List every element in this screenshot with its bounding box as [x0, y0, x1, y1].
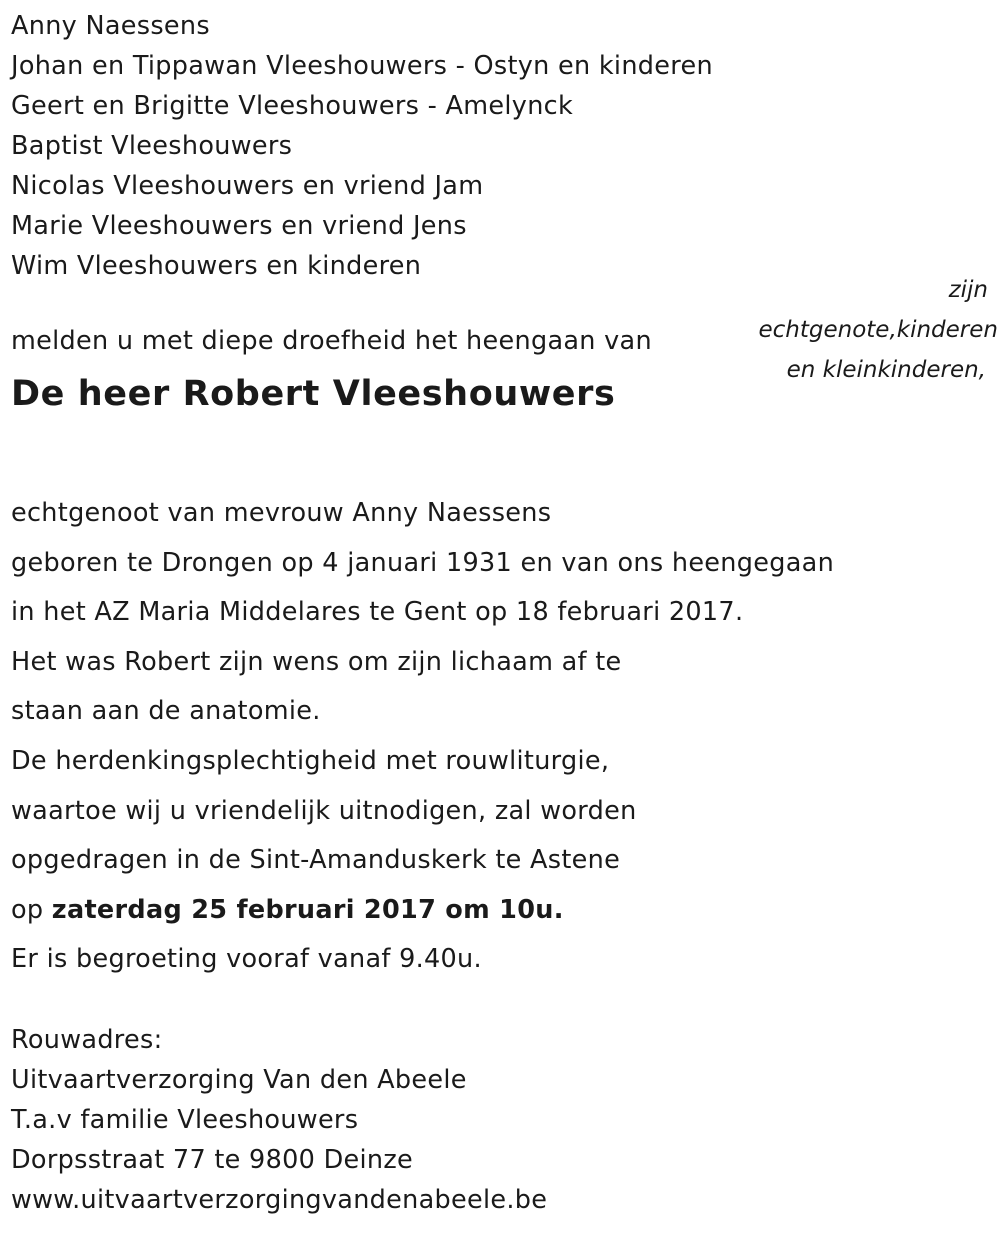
obituary-details	[11, 489, 834, 985]
detail-line: staan aan de anatomie.	[11, 696, 321, 727]
announcement-text: melden u met diepe droefheid het heengaan van	[11, 326, 652, 356]
address-line: Uitvaartverzorging Van den Abeele	[11, 1065, 467, 1095]
detail-line: De herdenkingsplechtigheid met rouwliturgie,	[11, 745, 610, 776]
family-member: Nicolas Vleeshouwers en vriend Jam	[11, 171, 484, 201]
ceremony-date: zaterdag 25 februari 2017 om 10u.	[51, 894, 564, 925]
detail-line: waartoe wij u vriendelijk uitnodigen, zal worden	[11, 795, 637, 826]
detail-line: Het was Robert zijn wens om zijn lichaam af te	[11, 646, 622, 677]
address-line: Dorpsstraat 77 te 9800 Deinze	[11, 1145, 414, 1175]
ceremony-date-line	[11, 886, 834, 936]
relationship-note	[698, 270, 998, 390]
family-member: Johan en Tippawan Vleeshouwers - Ostyn en kinderen	[11, 51, 713, 81]
mourning-address	[11, 1020, 547, 1220]
relationship-note-line: zijn	[948, 277, 988, 303]
detail-line: in het AZ Maria Middelares te Gent op 18 februari 2017.	[11, 597, 744, 628]
address-line: T.a.v familie Vleeshouwers	[11, 1105, 359, 1135]
family-member: Marie Vleeshouwers en vriend Jens	[11, 211, 467, 241]
relationship-note-line: echtgenote,kinderen	[758, 317, 998, 343]
deceased-name: De heer Robert Vleeshouwers	[11, 374, 616, 414]
address-label: Rouwadres:	[11, 1025, 163, 1055]
family-member: Geert en Brigitte Vleeshouwers - Amelynck	[11, 91, 574, 121]
ceremony-date-prefix: op	[11, 894, 52, 925]
detail-line: opgedragen in de Sint-Amanduskerk te Astene	[11, 845, 621, 876]
family-member: Wim Vleeshouwers en kinderen	[11, 251, 422, 281]
detail-line: echtgenoot van mevrouw Anny Naessens	[11, 498, 552, 528]
website-text: www.uitvaartverzorgingvandenabeele.be	[11, 1185, 548, 1215]
family-list	[11, 6, 713, 286]
family-member: Baptist Vleeshouwers	[11, 131, 293, 161]
family-member: Anny Naessens	[11, 11, 210, 41]
relationship-note-line: en kleinkinderen,	[786, 357, 986, 383]
detail-line: Er is begroeting vooraf vanaf 9.40u.	[11, 944, 482, 975]
detail-line: geboren te Drongen op 4 januari 1931 en van ons heengegaan	[11, 547, 835, 578]
